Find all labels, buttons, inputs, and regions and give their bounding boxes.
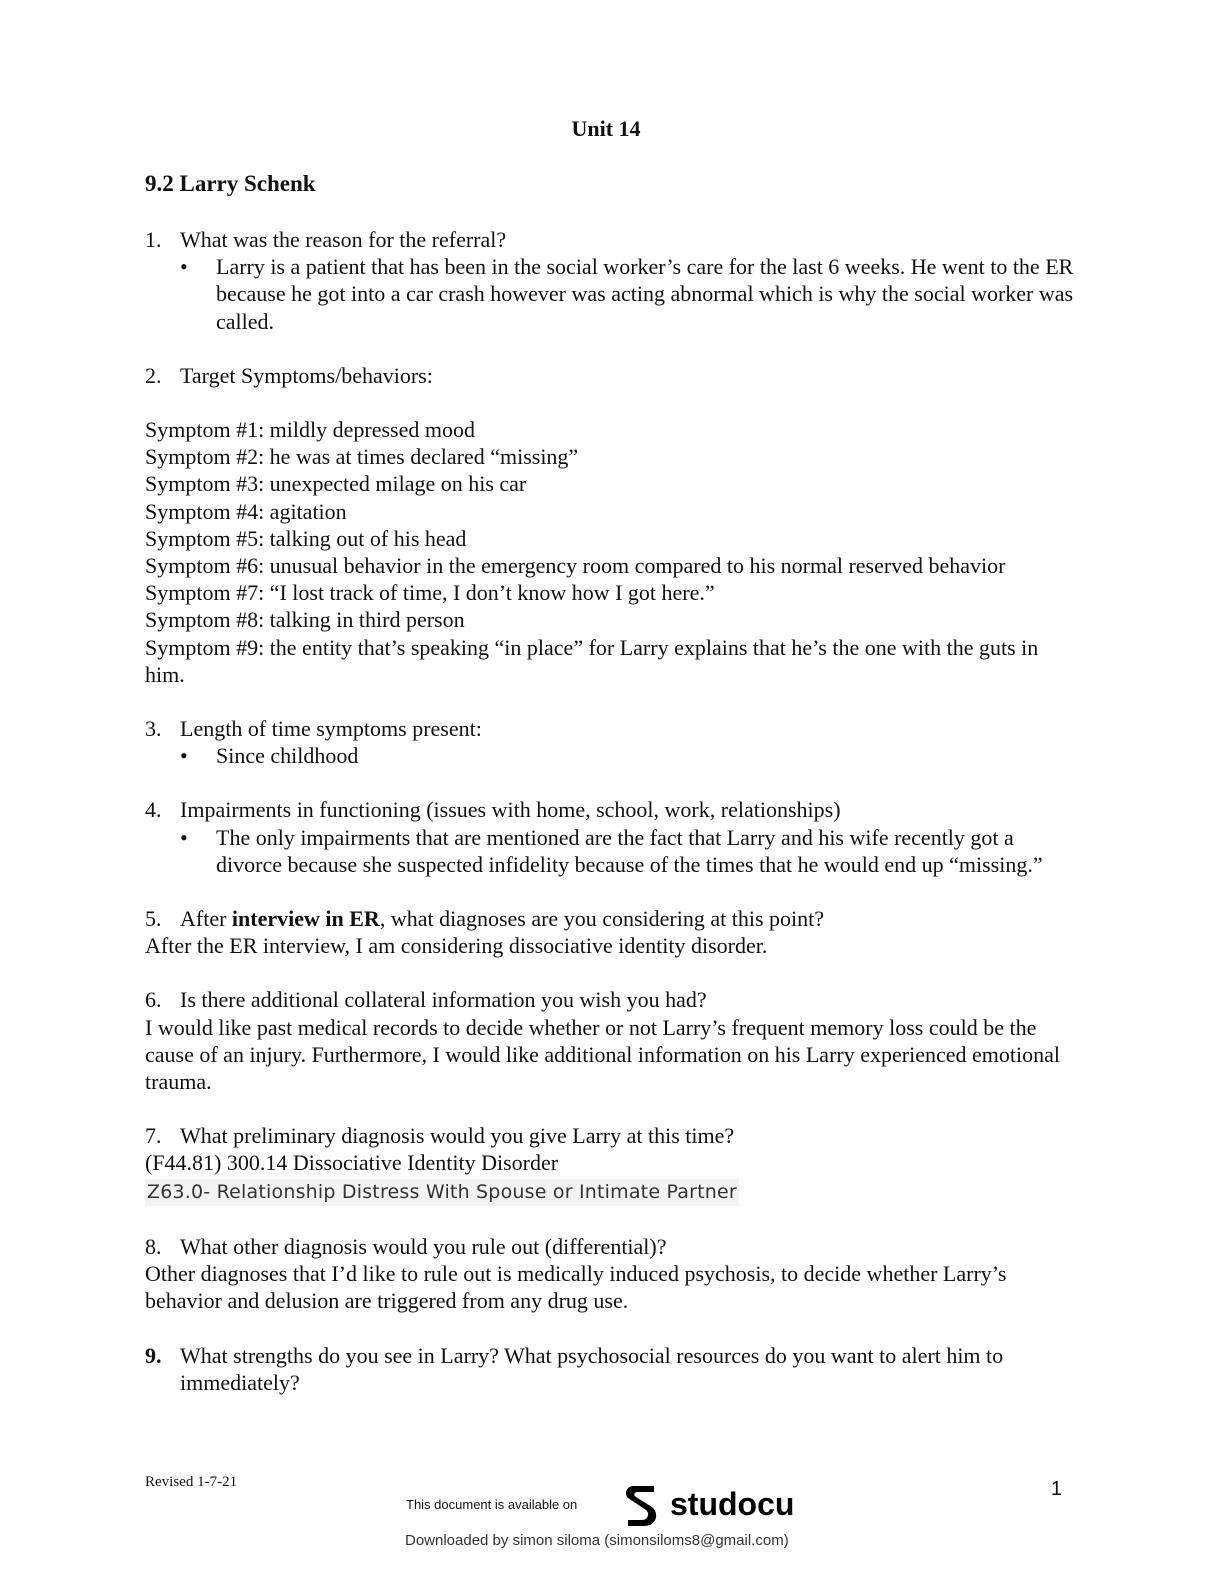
symptom-line: Symptom #4: agitation bbox=[145, 498, 347, 524]
symptom-line: Symptom #7: “I lost track of time, I don’t know how I got here.” bbox=[145, 580, 715, 606]
question-text: What other diagnosis would you rule out (differential)? bbox=[180, 1233, 667, 1259]
symptom-line: Symptom #6: unusual behavior in the emergency room compared to his normal reserved behavior bbox=[145, 553, 1006, 579]
question-2 bbox=[145, 362, 1075, 389]
question-3 bbox=[145, 715, 1075, 742]
question-number: 3. bbox=[145, 716, 162, 742]
question-4 bbox=[145, 796, 1075, 823]
downloaded-by-text: Downloaded by simon siloma (simonsiloms8@gmail.com) bbox=[405, 1532, 789, 1549]
question-text-bold: interview in ER bbox=[231, 906, 380, 932]
question-5 bbox=[145, 905, 1075, 932]
page-number: 1 bbox=[1050, 1478, 1062, 1500]
question-number: 2. bbox=[145, 362, 162, 388]
question-text: What strengths do you see in Larry? What psychosocial resources do you want to alert him to immediately? bbox=[180, 1342, 1004, 1395]
page-title: Unit 14 bbox=[571, 116, 641, 141]
bullet-text: Larry is a patient that has been in the social worker’s care for the last 6 weeks. He went to the ER because he got into a car crash however was acting abnormal which is why the social worker was called. bbox=[216, 254, 1074, 334]
answer-bullet bbox=[145, 824, 1075, 878]
question-number: 5. bbox=[145, 906, 162, 932]
symptom-line: Symptom #1: mildly depressed mood bbox=[145, 417, 475, 443]
symptom-list bbox=[145, 416, 1075, 688]
question-number: 4. bbox=[145, 797, 162, 823]
studocu-logo[interactable] bbox=[620, 1480, 794, 1528]
symptom-line: Symptom #3: unexpected milage on his car bbox=[145, 471, 527, 497]
question-7 bbox=[145, 1122, 1075, 1149]
question-number: 9. bbox=[145, 1342, 162, 1368]
studocu-wordmark: studocu bbox=[670, 1485, 795, 1522]
section-heading: 9.2 Larry Schenk bbox=[145, 171, 316, 196]
bullet-text: The only impairments that are mentioned are the fact that Larry and his wife recently got a divorce because she suspected infidelity because of the times that he would end up “missing.” bbox=[216, 824, 1043, 877]
answer-text: (F44.81) 300.14 Dissociative Identity Disorder bbox=[145, 1150, 559, 1176]
question-text-post: , what diagnoses are you considering at this point? bbox=[379, 906, 824, 932]
question-6 bbox=[145, 986, 1075, 1013]
revised-date: Revised 1-7-21 bbox=[145, 1474, 238, 1490]
document-body bbox=[145, 226, 1075, 1396]
answer-text: I would like past medical records to decide whether or not Larry’s frequent memory loss could be the cause of an injury. Furthermore, I would like additional information on his Larry experienced emotional trauma. bbox=[145, 1014, 1060, 1095]
answer-bullet bbox=[145, 253, 1075, 335]
question-text: What preliminary diagnosis would you give Larry at this time? bbox=[180, 1123, 735, 1149]
question-1 bbox=[145, 226, 1075, 253]
question-text: Target Symptoms/behaviors: bbox=[180, 362, 433, 388]
symptom-line: Symptom #5: talking out of his head bbox=[145, 525, 467, 551]
bullet-icon: • bbox=[180, 824, 188, 850]
question-8 bbox=[145, 1233, 1075, 1260]
question-text: Impairments in functioning (issues with home, school, work, relationships) bbox=[180, 797, 841, 823]
question-number: 8. bbox=[145, 1233, 162, 1259]
answer-text-diagnosis-code: Z63.0- Relationship Distress With Spouse or Intimate Partner bbox=[145, 1179, 739, 1206]
symptom-line: Symptom #2: he was at times declared “missing” bbox=[145, 444, 579, 470]
question-text: Is there additional collateral information you wish you had? bbox=[180, 987, 707, 1013]
question-number: 1. bbox=[145, 227, 162, 252]
question-text bbox=[180, 905, 824, 932]
available-on-text: This document is available on bbox=[406, 1497, 578, 1512]
question-number: 6. bbox=[145, 987, 162, 1013]
symptom-line: Symptom #8: talking in third person bbox=[145, 607, 465, 633]
question-text-pre: After bbox=[180, 906, 232, 932]
answer-text: After the ER interview, I am considering dissociative identity disorder. bbox=[145, 933, 768, 959]
question-text: Length of time symptoms present: bbox=[180, 716, 482, 742]
question-number: 7. bbox=[145, 1123, 162, 1149]
answer-text: Other diagnoses that I’d like to rule out is medically induced psychosis, to decide whether Larry’s behavior and delusion are triggered from any drug use. bbox=[145, 1261, 1007, 1314]
answer-bullet bbox=[145, 742, 1075, 769]
symptom-line: Symptom #9: the entity that’s speaking “in place” for Larry explains that he’s the one with the guts in him. bbox=[145, 634, 1039, 687]
bullet-text: Since childhood bbox=[216, 743, 359, 769]
bullet-icon: • bbox=[180, 743, 188, 769]
question-9 bbox=[145, 1342, 1075, 1396]
bullet-icon: • bbox=[180, 254, 188, 280]
question-text: What was the reason for the referral? bbox=[180, 227, 507, 252]
studocu-logo-icon bbox=[620, 1480, 664, 1528]
